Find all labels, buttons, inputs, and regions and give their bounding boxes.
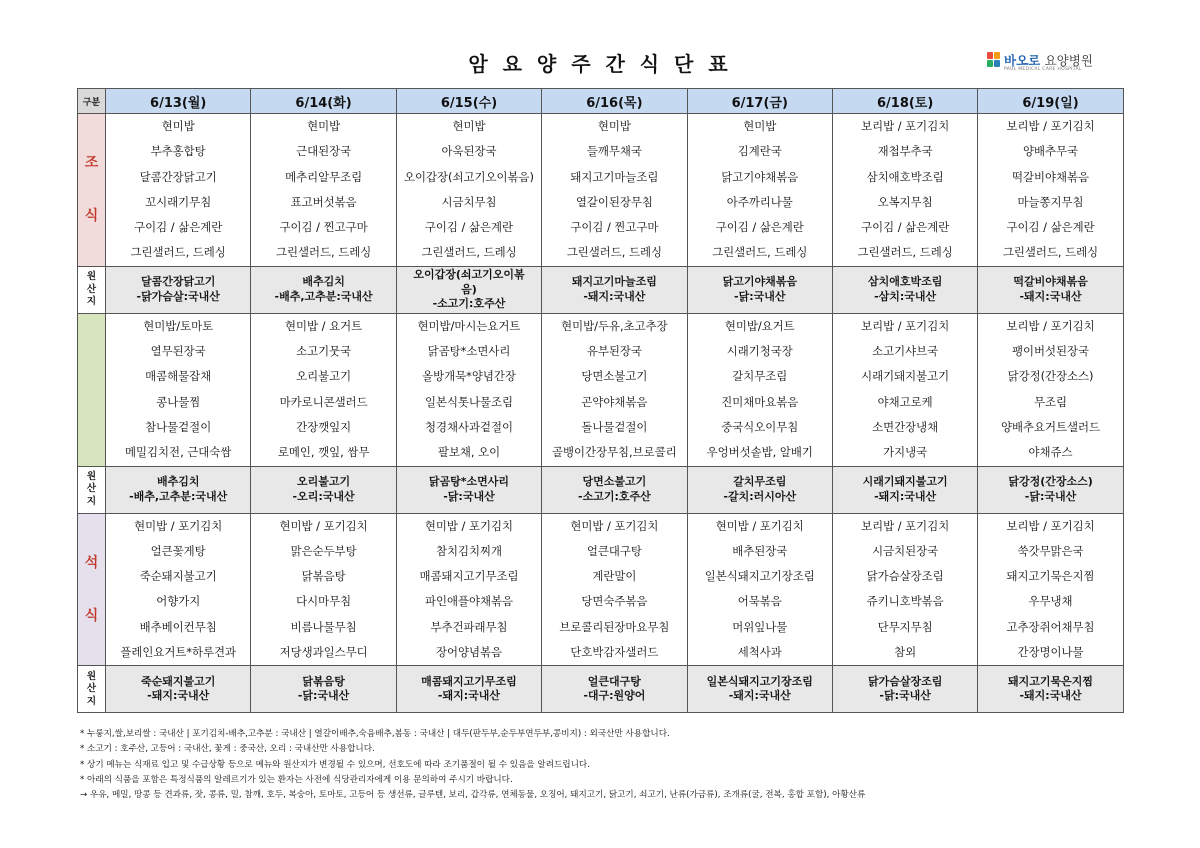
menu-item: 돌나물겉절이 — [581, 419, 648, 434]
origin-line: -대구:원양어 — [583, 689, 646, 703]
origin-cell — [832, 266, 977, 313]
origin-line: 닭볶음탕 — [302, 675, 345, 689]
menu-item: 얼큰꽃게탕 — [150, 543, 206, 558]
origin-line: 얼큰대구탕 — [587, 675, 641, 689]
origin-cell — [832, 666, 977, 713]
day-menu-cell — [978, 313, 1123, 466]
menu-item: 소고기뭇국 — [296, 344, 352, 359]
menu-item: 세척사과 — [737, 645, 782, 660]
origin-line: 음) — [461, 282, 477, 296]
origin-line: 죽순돼지불고기 — [141, 675, 216, 689]
origin-label-char: 지 — [86, 295, 97, 307]
notes — [80, 727, 1140, 803]
menu-item: 아주까리나물 — [726, 194, 793, 209]
menu-item: 닭볶음탕 — [301, 569, 346, 584]
origin-line: 닭곰탕*소면사리 — [428, 475, 510, 489]
menu-item: 구이김 / 찐고구마 — [570, 220, 659, 235]
menu-item: 보리밥 / 포기김치 — [1006, 119, 1095, 133]
origin-cell — [687, 266, 832, 313]
menu-item: 플레인요거트*하루견과 — [120, 645, 237, 660]
menu-item: 현미밥 / 요거트 — [285, 318, 363, 333]
breakfast-label — [78, 114, 106, 267]
origin-line: 시래기돼지불고기 — [862, 475, 948, 489]
origin-line: 닭고기야채볶음 — [722, 275, 797, 289]
menu-item: 계란말이 — [592, 569, 637, 584]
menu-item: 간장깻잎지 — [296, 419, 352, 434]
menu-item: 우엉버섯솥밥, 알배기 — [706, 445, 813, 460]
menu-item: 참나물겉절이 — [145, 419, 212, 434]
origin-label — [78, 666, 106, 713]
weekly-menu-table — [77, 88, 1124, 713]
origin-line: -돼지:국내산 — [1019, 289, 1082, 303]
menu-item: 메추리알무조림 — [285, 169, 363, 184]
menu-item: 갈치무조림 — [732, 369, 788, 384]
menu-item: 다시마무침 — [296, 594, 352, 609]
menu-item: 얼큰대구탕 — [586, 543, 642, 558]
menu-item: 로메인, 깻잎, 쌈무 — [277, 445, 370, 460]
note-line: * 아래의 식품을 포함은 특정식품의 알레르기가 있는 환자는 사전에 식당관리자에게 이용 문의하여 주시기 바랍니다. — [80, 774, 513, 785]
menu-item: 저당생과일스무디 — [279, 645, 368, 660]
menu-item: 당면숙주볶음 — [581, 594, 648, 609]
origin-line: 달콤간장닭고기 — [141, 275, 216, 289]
origin-line: -삼치:국내산 — [874, 289, 937, 303]
menu-item: 브로콜리된장마요무침 — [559, 619, 670, 634]
menu-item: 현미밥 / 포기김치 — [570, 518, 659, 533]
lunch-origin-row — [78, 466, 1124, 513]
origin-cell — [542, 666, 687, 713]
menu-item: 현미밥 — [597, 119, 631, 133]
origin-label-char: 지 — [86, 495, 97, 507]
menu-item: 현미밥/요거트 — [724, 318, 795, 333]
menu-item: 진미채마요볶음 — [721, 394, 799, 409]
menu-item: 마늘쫑지무침 — [1017, 194, 1084, 209]
day-menu-cell — [396, 513, 541, 666]
origin-line: 매콤돼지고기무조림 — [421, 675, 517, 689]
meal-label-top: 석 — [84, 554, 99, 571]
origin-line: 오리불고기 — [297, 475, 351, 489]
day-menu-cell — [106, 114, 251, 267]
origin-line: -닭:국내산 — [1024, 489, 1077, 503]
day-menu-cell — [687, 114, 832, 267]
menu-item: 그린샐러드, 드레싱 — [421, 245, 517, 260]
logo-subtitle: PAUL MEDICAL CARE HOSPITAL — [1004, 67, 1082, 72]
logo-mark-icon — [987, 52, 1001, 68]
menu-item: 그린샐러드, 드레싱 — [566, 245, 662, 260]
menu-item: 닭곰탕*소면사리 — [427, 344, 511, 359]
menu-item: 콩나물찜 — [156, 394, 201, 409]
origin-label-char: 원 — [86, 471, 97, 483]
day-menu-cell — [687, 513, 832, 666]
origin-line: 갈치무조림 — [733, 475, 787, 489]
origin-line: 닭가슴살장조림 — [867, 675, 943, 689]
menu-item: 매콤해물잡채 — [145, 369, 212, 384]
menu-item: 부추건파래무침 — [430, 619, 508, 634]
origin-line: -배추,고추분:국내산 — [274, 289, 373, 303]
menu-item: 구이김 / 삶은계란 — [715, 220, 804, 235]
menu-item: 돼지고기묵은지찜 — [1006, 569, 1095, 584]
note-line: → 우유, 메밀, 땅콩 등 견과류, 잣, 콩류, 밀, 참깨, 호두, 복숭아, 토마토, 고등어 등 생선류, 글루텐, 보리, 갑각류, 연체동물, 오징어, 돼지고기, 닭고기, 쇠고기, 난류(가금류), 조개류(굴, 전복, 홍합 포함), 아황산류 — [80, 790, 866, 801]
menu-item: 쥬키니호박볶음 — [866, 594, 944, 609]
origin-line: 닭강정(간장소스) — [1008, 475, 1093, 489]
day-menu-cell — [542, 114, 687, 267]
menu-item: 현미밥 — [307, 119, 341, 133]
menu-item: 야채쥬스 — [1028, 445, 1073, 460]
menu-item: 오리불고기 — [296, 369, 352, 384]
menu-item: 구이김 / 삶은계란 — [1006, 220, 1095, 235]
menu-item: 돼지고기마늘조림 — [570, 169, 659, 184]
origin-cell — [542, 266, 687, 313]
day-menu-cell — [978, 114, 1123, 267]
origin-label-char: 산 — [86, 683, 97, 695]
origin-cell — [106, 466, 251, 513]
origin-cell — [978, 266, 1123, 313]
menu-item: 야채고로케 — [877, 394, 933, 409]
origin-line: 당면소불고기 — [582, 475, 647, 489]
origin-line: -돼지:국내산 — [728, 689, 791, 703]
day-menu-cell — [687, 313, 832, 466]
menu-item: 부추홍합탕 — [150, 144, 206, 159]
breakfast-menu-row — [78, 114, 1124, 267]
menu-item: 현미밥/마시는요거트 — [417, 318, 521, 333]
menu-item: 마카로니콘샐러드 — [279, 394, 368, 409]
menu-item: 비름나물무침 — [290, 619, 357, 634]
origin-line: 배추김치 — [156, 475, 200, 489]
menu-item: 현미밥 / 포기김치 — [134, 518, 223, 533]
origin-cell — [396, 666, 541, 713]
note-line: * 누룽지,쌀,보리쌀 : 국내산 | 포기김치-배추,고추분 : 국내산 | 열갈이배추,숙음배추,봄동 : 국내산 | 대두(판두부,순두부연두부,콩비지) : 외국산만 사용합니다. — [80, 729, 670, 739]
origin-line: -소고기:호주산 — [432, 296, 506, 310]
origin-line: -갈치:러시아산 — [723, 489, 797, 503]
origin-cell — [978, 466, 1123, 513]
menu-item: 당면소불고기 — [581, 369, 648, 384]
menu-item: 양배추무국 — [1023, 144, 1079, 159]
menu-item: 일본식돼지고기장조림 — [704, 569, 815, 584]
dinner-origin-row — [78, 666, 1124, 713]
origin-line: -배추,고추분:국내산 — [129, 489, 228, 503]
menu-item: 보리밥 / 포기김치 — [861, 518, 950, 533]
menu-item: 시래기청국장 — [726, 344, 793, 359]
origin-line: -닭:국내산 — [443, 489, 495, 503]
day-header: 6/18(토) — [832, 89, 977, 114]
logo-suffix: 요양병원 — [1044, 53, 1093, 68]
origin-line: -오리:국내산 — [292, 489, 355, 503]
menu-item: 우무냉채 — [1028, 594, 1073, 609]
menu-item: 팽이버섯된장국 — [1012, 344, 1090, 359]
origin-line: -닭:국내산 — [297, 689, 350, 703]
menu-item: 맑은순두부탕 — [290, 543, 357, 558]
menu-item: 청경채사과겉절이 — [424, 419, 513, 434]
origin-label-char: 원 — [86, 670, 97, 682]
corner-label: 구분 — [78, 89, 106, 114]
origin-label-char: 지 — [86, 695, 97, 707]
meal-label-bottom: 식 — [84, 607, 99, 624]
menu-item: 배추베이컨무침 — [139, 619, 217, 634]
menu-item: 삼치애호박조림 — [866, 169, 944, 184]
menu-item: 오복지무침 — [877, 194, 933, 209]
menu-item: 구이김 / 삶은계란 — [134, 220, 223, 235]
menu-item: 시래기돼지불고기 — [861, 369, 950, 384]
menu-item: 간장명이나물 — [1017, 645, 1084, 660]
menu-item: 보리밥 / 포기김치 — [1006, 518, 1095, 533]
origin-label-char: 산 — [86, 283, 97, 295]
menu-item: 팔보채, 오이 — [437, 445, 501, 460]
lunch-menu-row — [78, 313, 1124, 466]
origin-label — [78, 266, 106, 313]
origin-cell — [251, 266, 396, 313]
menu-item: 곤약야채볶음 — [581, 394, 648, 409]
menu-item: 그린샐러드, 드레싱 — [857, 245, 953, 260]
menu-item: 현미밥 — [161, 119, 195, 133]
day-header: 6/14(화) — [251, 89, 396, 114]
lunch-label — [78, 313, 106, 466]
menu-item: 소고기샤브국 — [872, 344, 939, 359]
menu-item: 현미밥 / 포기김치 — [715, 518, 804, 533]
menu-item: 재첩부추국 — [877, 144, 933, 159]
day-menu-cell — [542, 313, 687, 466]
origin-line: -돼지:국내산 — [437, 689, 501, 703]
menu-item: 어향가지 — [156, 594, 201, 609]
menu-item: 열무된장국 — [150, 344, 206, 359]
breakfast-origin-row — [78, 266, 1124, 313]
menu-item: 장어양념볶음 — [435, 645, 502, 660]
day-menu-cell — [251, 313, 396, 466]
menu-item: 현미밥 — [743, 119, 777, 133]
menu-item: 들깨무채국 — [586, 144, 642, 159]
day-header: 6/16(목) — [542, 89, 687, 114]
day-menu-cell — [832, 114, 977, 267]
origin-cell — [396, 266, 541, 313]
day-menu-cell — [832, 313, 977, 466]
origin-cell — [542, 466, 687, 513]
day-menu-cell — [251, 114, 396, 267]
menu-item: 양배추요거트샐러드 — [1001, 419, 1101, 434]
origin-cell — [832, 466, 977, 513]
origin-line: 삼치애호박조림 — [867, 275, 943, 289]
menu-item: 골뱅이간장무침,브로콜리 — [552, 445, 677, 460]
menu-item: 구이김 / 찐고구마 — [279, 220, 368, 235]
menu-item: 현미밥 — [452, 119, 486, 133]
menu-item: 떡갈비야채볶음 — [1012, 169, 1090, 184]
menu-item: 참외 — [894, 645, 917, 660]
origin-line: -돼지:국내산 — [1019, 689, 1082, 703]
menu-item: 현미밥/두유,초고추장 — [561, 318, 668, 333]
day-header: 6/19(일) — [978, 89, 1123, 114]
day-header: 6/17(금) — [687, 89, 832, 114]
day-header: 6/15(수) — [396, 89, 541, 114]
day-menu-cell — [106, 513, 251, 666]
origin-line: 일본식돼지고기장조림 — [706, 675, 813, 689]
menu-item: 김계란국 — [737, 144, 782, 159]
origin-line: 떡갈비야채볶음 — [1013, 275, 1088, 289]
note-line: * 상기 메뉴는 식재료 입고 및 수급상황 등으로 메뉴와 원산지가 변경될 수 있으며, 선호도에 따라 조기품절이 될 수 있음을 알려드립니다. — [80, 759, 590, 770]
menu-item: 쑥갓무맑은국 — [1017, 543, 1084, 558]
origin-line: 돼지고기묵은지찜 — [1008, 675, 1094, 689]
menu-item: 표고버섯볶음 — [290, 194, 357, 209]
menu-item: 근대된장국 — [296, 144, 352, 159]
dinner-menu-row — [78, 513, 1124, 666]
menu-item: 머위잎나물 — [732, 619, 788, 634]
menu-item: 아욱된장국 — [441, 144, 497, 159]
origin-cell — [978, 666, 1123, 713]
menu-item: 그린샐러드, 드레싱 — [130, 245, 226, 260]
menu-item: 꼬시래기무침 — [145, 194, 212, 209]
day-menu-cell — [106, 313, 251, 466]
day-header: 6/13(월) — [106, 89, 251, 114]
menu-item: 무조림 — [1034, 394, 1068, 409]
menu-item: 구이김 / 삶은계란 — [424, 220, 514, 235]
day-menu-cell — [251, 513, 396, 666]
day-menu-cell — [978, 513, 1123, 666]
menu-item: 시금치무침 — [441, 194, 497, 209]
origin-cell — [687, 666, 832, 713]
menu-item: 닭고기야채볶음 — [721, 169, 799, 184]
menu-item: 닭가슴살장조림 — [866, 569, 944, 584]
origin-line: -돼지:국내산 — [874, 489, 937, 503]
day-menu-cell — [832, 513, 977, 666]
menu-item: 그린샐러드, 드레싱 — [1002, 245, 1099, 260]
origin-label — [78, 466, 106, 513]
origin-line: -소고기:호주산 — [578, 489, 651, 503]
origin-line: -닭:국내산 — [734, 289, 786, 303]
menu-item: 보리밥 / 포기김치 — [1006, 318, 1095, 333]
menu-item: 참치김치찌개 — [435, 543, 502, 558]
menu-item: 현미밥/토마토 — [143, 318, 214, 333]
menu-item: 배추된장국 — [732, 543, 788, 558]
menu-item: 중국식오이무침 — [721, 419, 799, 434]
menu-item: 오이갑장(쇠고기오이볶음) — [404, 169, 534, 184]
origin-line: 돼지고기마늘조림 — [571, 275, 657, 289]
menu-item: 현미밥 / 포기김치 — [424, 518, 514, 533]
menu-item: 보리밥 / 포기김치 — [861, 318, 950, 333]
day-menu-cell — [396, 114, 541, 267]
menu-item: 단호박감자샐러드 — [570, 645, 659, 660]
header-row — [78, 89, 1124, 114]
menu-item: 올방개묵*양념간장 — [422, 369, 516, 384]
hospital-logo — [987, 52, 1107, 74]
menu-item: 유부된장국 — [586, 344, 642, 359]
menu-item: 현미밥 / 포기김치 — [279, 518, 368, 533]
menu-item: 가지냉국 — [883, 445, 928, 460]
menu-item: 죽순돼지불고기 — [139, 569, 217, 584]
origin-label-char: 산 — [86, 483, 97, 495]
origin-line: -돼지:국내산 — [583, 289, 646, 303]
menu-item: 시금치된장국 — [872, 543, 939, 558]
menu-item: 어묵볶음 — [737, 594, 782, 609]
origin-cell — [106, 266, 251, 313]
origin-line: -돼지:국내산 — [147, 689, 210, 703]
menu-item: 닭강정(간장소스) — [1007, 369, 1094, 384]
origin-cell — [251, 466, 396, 513]
meal-label-bottom: 식 — [84, 208, 99, 225]
origin-line: 오이갑장(쇠고기오이볶 — [413, 268, 525, 282]
origin-cell — [106, 666, 251, 713]
origin-line: 배추김치 — [302, 275, 345, 289]
origin-label-char: 원 — [86, 271, 97, 283]
note-line: * 소고기 : 호주산, 고등어 : 국내산, 꽃게 : 중국산, 오리 : 국내산만 사용합니다. — [80, 744, 375, 755]
menu-item: 파인애플야채볶음 — [424, 594, 513, 609]
origin-line: -닭가슴살:국내산 — [136, 289, 220, 303]
origin-line: -닭:국내산 — [879, 689, 931, 703]
origin-cell — [396, 466, 541, 513]
menu-item: 단무지무침 — [877, 619, 933, 634]
menu-item: 달콤간장닭고기 — [139, 169, 217, 184]
menu-item: 소면간장냉채 — [872, 419, 939, 434]
menu-item: 열갈이된장무침 — [575, 194, 653, 209]
meal-label-top: 조 — [84, 155, 99, 172]
menu-item: 구이김 / 삶은계란 — [861, 220, 950, 235]
menu-item: 매콤돼지고기무조림 — [419, 569, 519, 584]
menu-item: 일본식톳나물조림 — [424, 394, 513, 409]
menu-item: 보리밥 / 포기김치 — [861, 119, 950, 133]
menu-item: 메밀김치전, 근대숙쌈 — [125, 445, 232, 460]
dinner-label — [78, 513, 106, 666]
menu-item: 고추장쥐어채무침 — [1006, 619, 1095, 634]
logo-brand: 바오로 — [1004, 53, 1041, 68]
origin-cell — [687, 466, 832, 513]
day-menu-cell — [542, 513, 687, 666]
menu-item: 그린샐러드, 드레싱 — [712, 245, 808, 260]
menu-item: 그린샐러드, 드레싱 — [275, 245, 372, 260]
page-title: 암 요 양 주 간 식 단 표 — [468, 52, 732, 76]
day-menu-cell — [396, 313, 541, 466]
origin-cell — [251, 666, 396, 713]
